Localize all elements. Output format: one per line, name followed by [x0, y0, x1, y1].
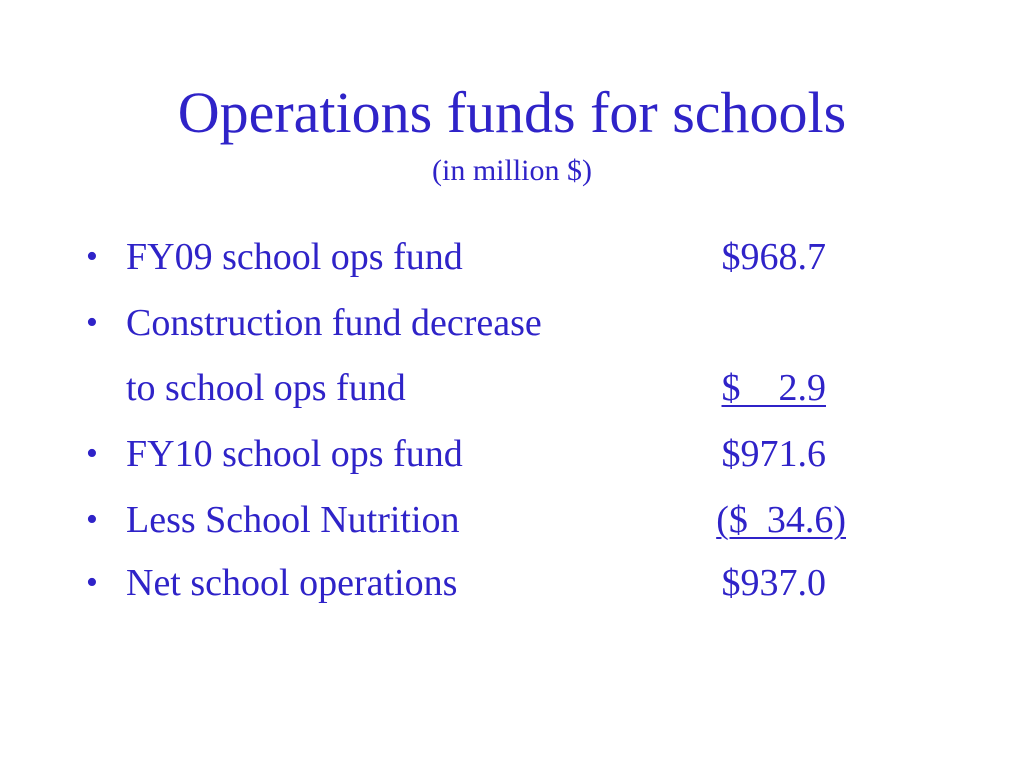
line-label: FY09 school ops fund — [126, 236, 463, 278]
line-amount: ($ 34.6) — [716, 499, 846, 541]
line-label: Net school operations — [126, 562, 458, 604]
line-fy10-ops-fund — [0, 429, 1024, 479]
line-net-school-operations — [0, 558, 1024, 608]
line-amount: $968.7 — [721, 236, 826, 278]
line-label: Less School Nutrition — [126, 499, 460, 541]
bullet-icon: • — [86, 564, 98, 601]
line-amount: $937.0 — [721, 562, 826, 604]
line-label: Construction fund decrease — [126, 302, 542, 344]
bullet-icon: • — [86, 238, 98, 275]
line-label: to school ops fund — [126, 367, 406, 409]
line-fy09-ops-fund — [0, 232, 1024, 282]
line-amount: $ 2.9 — [721, 367, 826, 409]
line-construction-fund-decrease — [0, 298, 1024, 348]
slide-title: Operations funds for schools — [177, 80, 847, 145]
line-less-school-nutrition — [0, 495, 1024, 545]
line-label: FY10 school ops fund — [126, 433, 463, 475]
line-amount: $971.6 — [721, 433, 826, 475]
slide-subtitle: (in million $) — [432, 154, 592, 187]
bullet-icon: • — [86, 304, 98, 341]
bullet-icon: • — [86, 501, 98, 538]
line-to-school-ops-fund — [0, 363, 1024, 413]
bullet-icon: • — [86, 435, 98, 472]
